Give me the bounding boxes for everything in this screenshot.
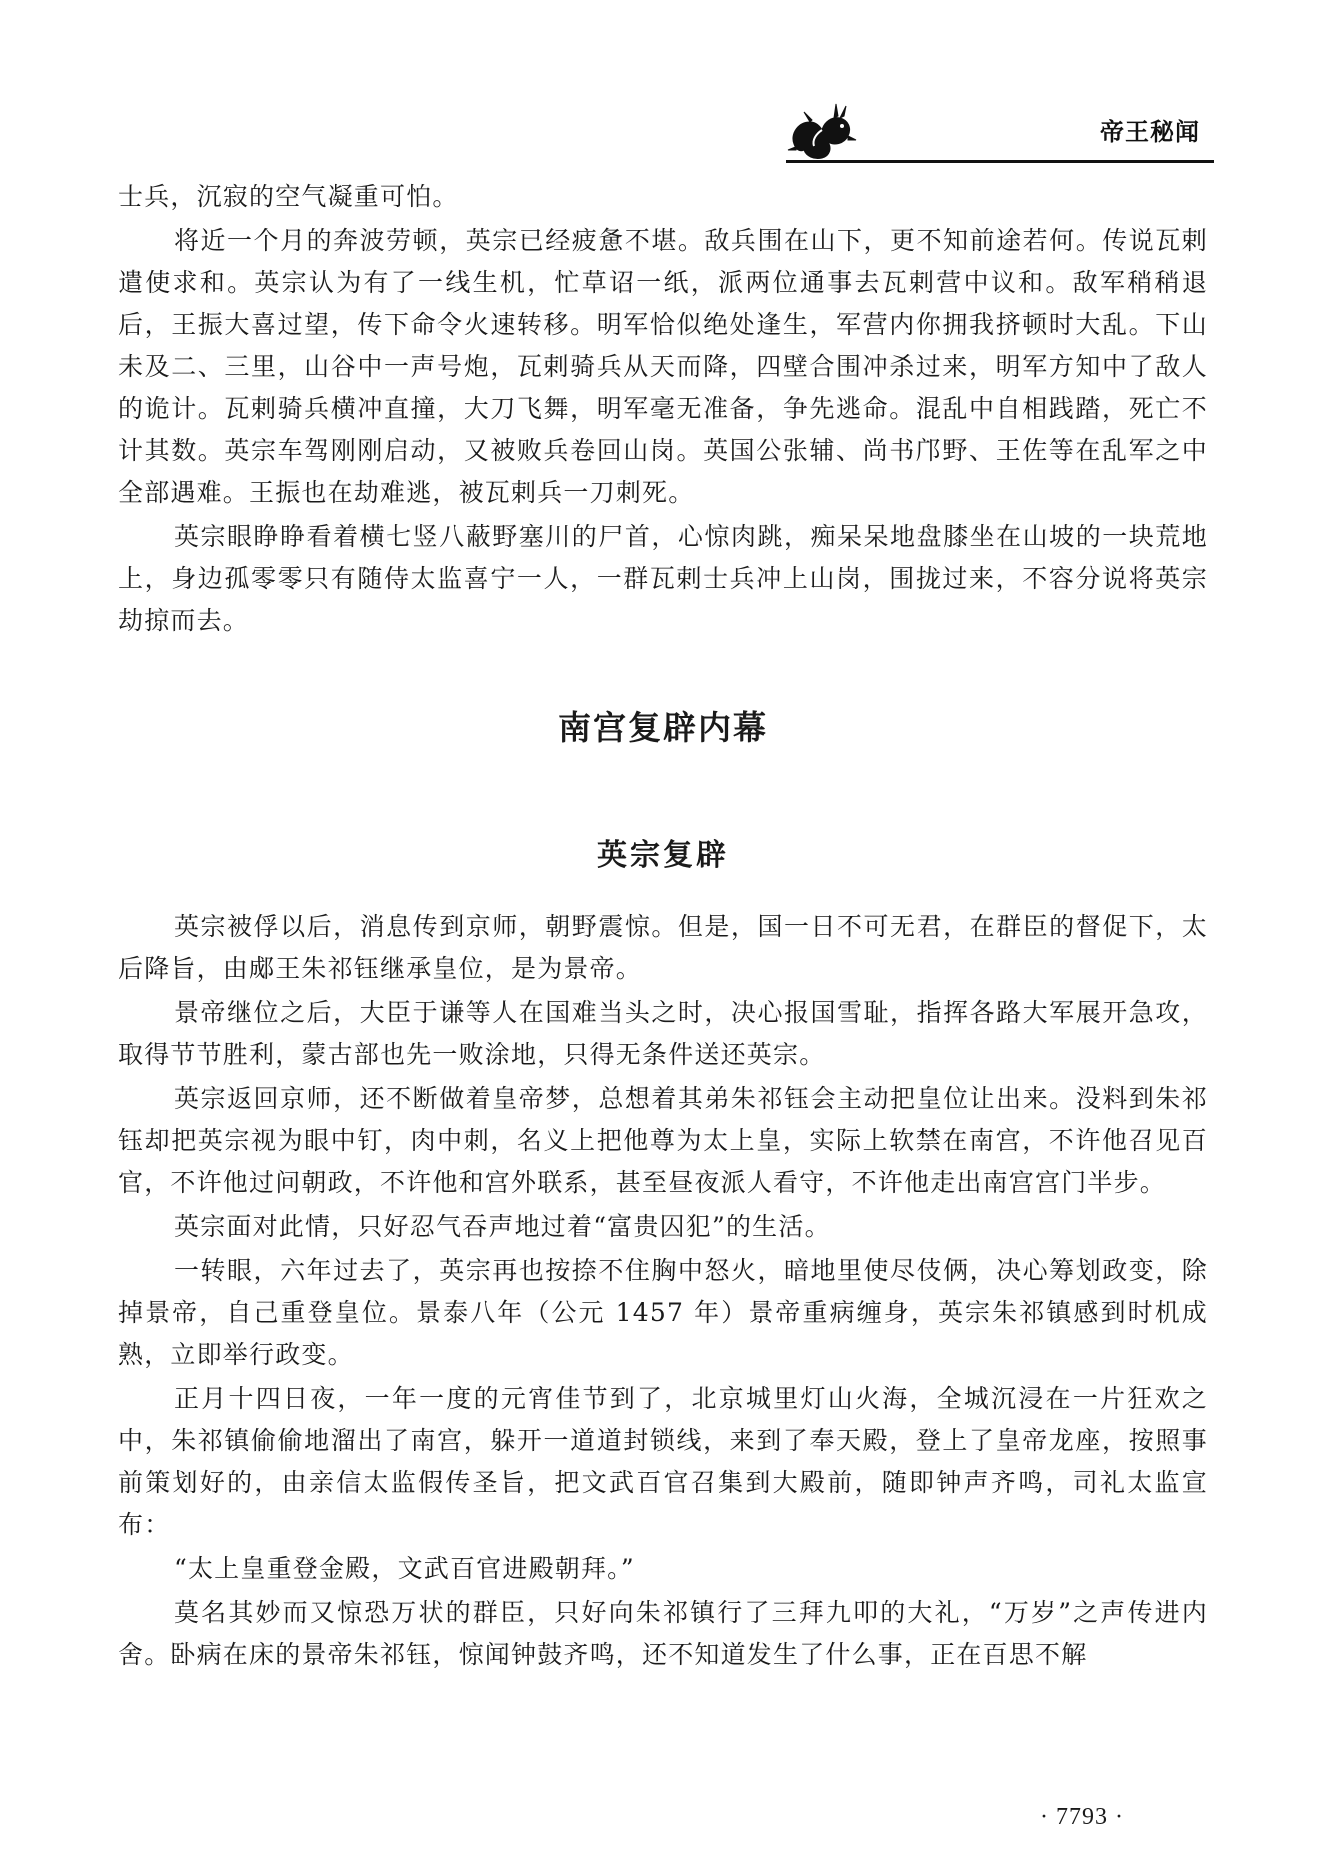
paragraph: 一转眼，六年过去了，英宗再也按捺不住胸中怒火，暗地里使尽伎俩，决心筹划政变，除掉景帝，自己重登皇位。景泰八年（公元 1457 年）景帝重病缠身，英宗朱祁镇感到时机成熟，立即举行政变。 [118, 1256, 1208, 1369]
paragraph: 英宗被俘以后，消息传到京师，朝野震惊。但是，国一日不可无君，在群臣的督促下，太后降旨，由郕王朱祁钰继承皇位，是为景帝。 [118, 912, 1208, 983]
paragraph: 英宗面对此情，只好忍气吞声地过着“富贵囚犯”的生活。 [174, 1212, 831, 1241]
paragraph: 英宗眼睁睁看着横七竖八蔽野塞川的尸首，心惊肉跳，痴呆呆地盘膝坐在山坡的一块荒地上，身边孤零零只有随侍太监喜宁一人，一群瓦剌士兵冲上山岗，围拢过来，不容分说将英宗劫掠而去。 [118, 522, 1208, 635]
running-header [786, 100, 1214, 164]
quote-paragraph: “太上皇重登金殿，文武百官进殿朝拜。” [174, 1554, 635, 1583]
subsection-title: 英宗复辟 [597, 838, 729, 873]
page-number: · 7793 · [1040, 1804, 1124, 1830]
paragraph: 士兵，沉寂的空气凝重可怕。 [118, 182, 459, 211]
paragraph: 莫名其妙而又惊恐万状的群臣，只好向朱祁镇行了三拜九叩的大礼，“万岁”之声传进内舍。卧病在床的景帝朱祁钰，惊闻钟鼓齐鸣，还不知道发生了什么事，正在百思不解 [118, 1598, 1208, 1669]
paragraph: 景帝继位之后，大臣于谦等人在国难当头之时，决心报国雪耻，指挥各路大军展开急攻，取得节节胜利，蒙古部也先一败涂地，只得无条件送还英宗。 [118, 998, 1208, 1069]
paragraph: 将近一个月的奔波劳顿，英宗已经疲惫不堪。敌兵围在山下，更不知前途若何。传说瓦剌遣使求和。英宗认为有了一线生机，忙草诏一纸，派两位通事去瓦剌营中议和。敌军稍稍退后，王振大喜过望，传下命令火速转移。明军恰似绝处逢生，军营内你拥我挤顿时大乱。下山未及二、三里，山谷中一声号炮，瓦剌骑兵从天而降，四壁合围冲杀过来，明军方知中了敌人的诡计。瓦剌骑兵横冲直撞，大刀飞舞，明军毫无准备，争先逃命。混乱中自相践踏，死亡不计其数。英宗车驾刚刚启动，又被败兵卷回山岗。英国公张辅、尚书邝野、王佐等在乱军之中全部遇难。王振也在劫难逃，被瓦剌兵一刀刺死。 [118, 226, 1208, 507]
text-body [118, 176, 1208, 1678]
dragon-icon [786, 100, 858, 162]
book-title: 帝王秘闻 [1100, 118, 1200, 146]
paragraph: 正月十四日夜，一年一度的元宵佳节到了，北京城里灯山火海，全城沉浸在一片狂欢之中，朱祁镇偷偷地溜出了南宫，躲开一道道封锁线，来到了奉天殿，登上了皇帝龙座，按照事前策划好的，由亲信太监假传圣旨，把文武百官召集到大殿前，随即钟声齐鸣，司礼太监宣布： [118, 1384, 1208, 1539]
header-rule [786, 160, 1214, 163]
section-title: 南宫复辟内幕 [558, 708, 768, 747]
paragraph: 英宗返回京师，还不断做着皇帝梦，总想着其弟朱祁钰会主动把皇位让出来。没料到朱祁钰却把英宗视为眼中钉，肉中刺，名义上把他尊为太上皇，实际上软禁在南宫，不许他召见百官，不许他过问朝政，不许他和宫外联系，甚至昼夜派人看守，不许他走出南宫宫门半步。 [118, 1084, 1208, 1197]
